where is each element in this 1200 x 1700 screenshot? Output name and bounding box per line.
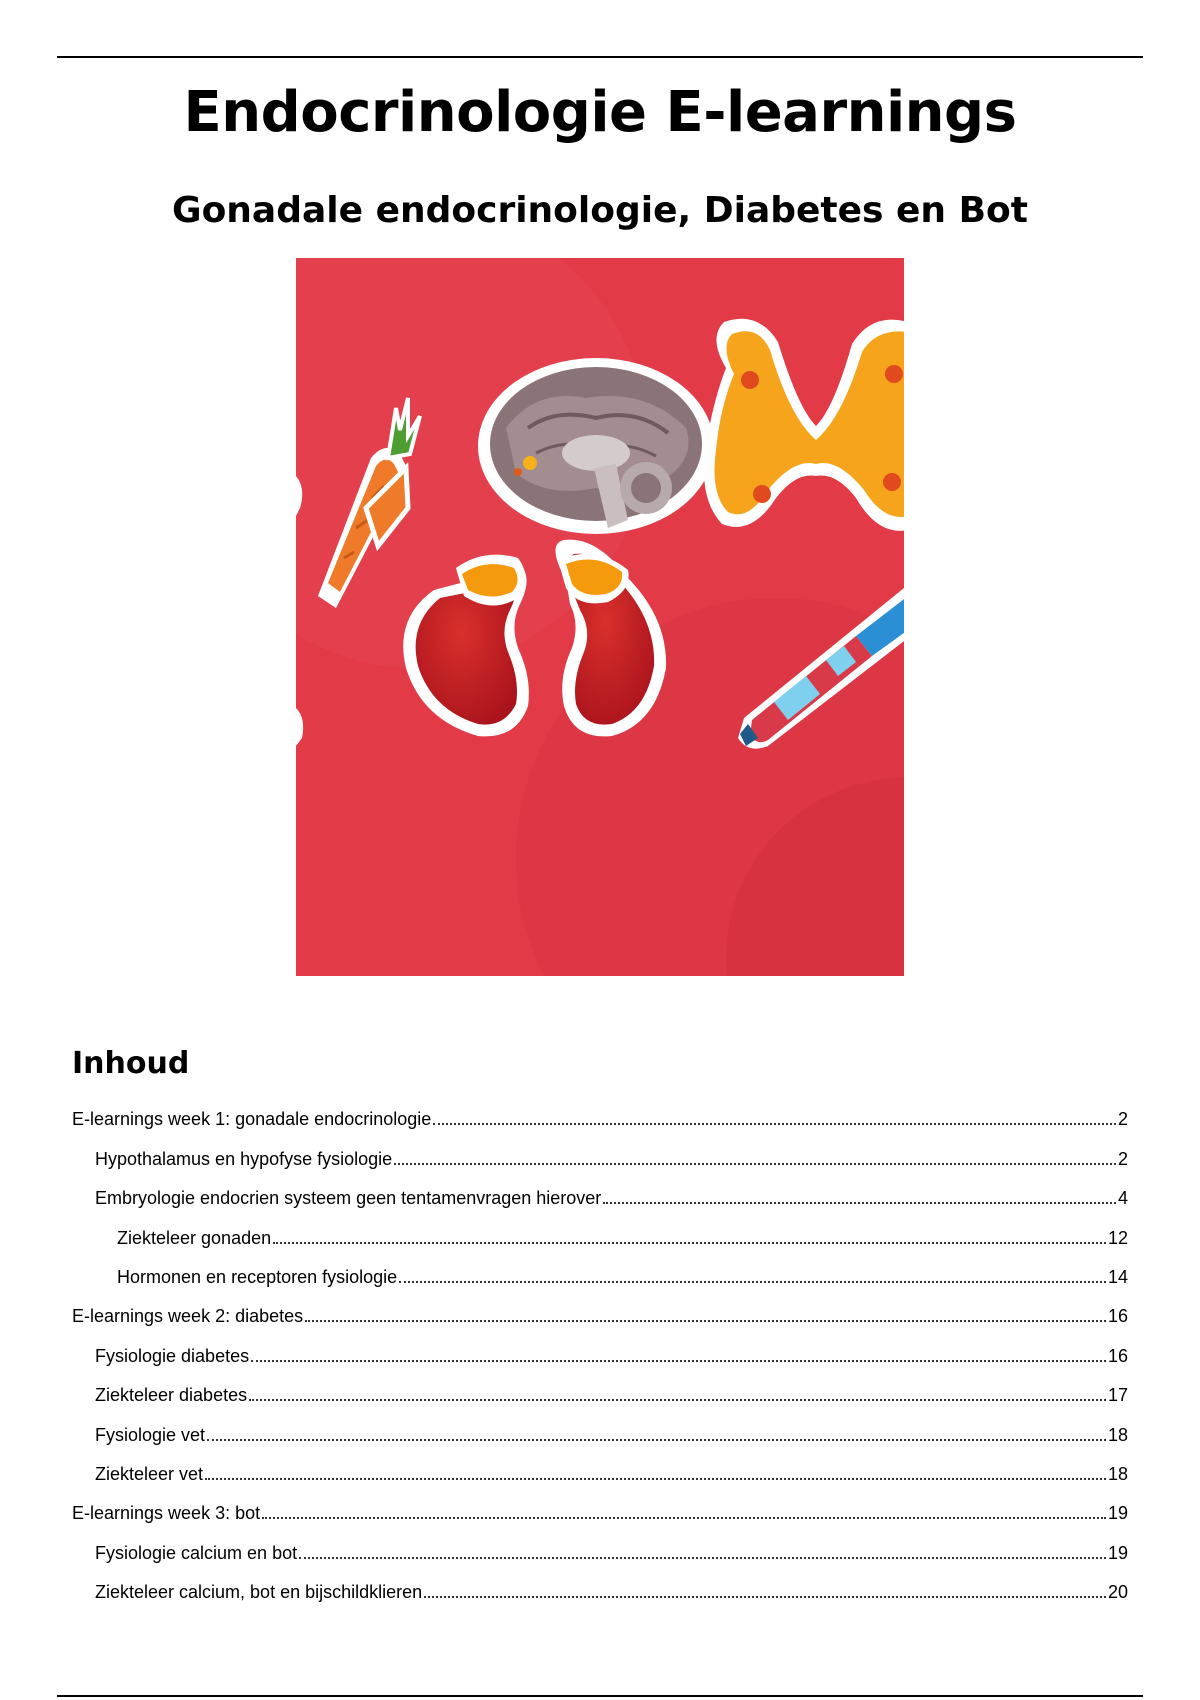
cover-image — [296, 258, 904, 976]
brain-icon — [478, 358, 714, 534]
toc-entry[interactable]: E-learnings week 2: diabetes 16 — [72, 1306, 1128, 1327]
table-of-contents — [72, 1094, 1128, 1606]
toc-heading: Inhoud — [72, 1046, 190, 1081]
toc-entry[interactable]: E-learnings week 3: bot 19 — [72, 1503, 1128, 1524]
toc-entry[interactable]: Hypothalamus en hypofyse fysiologie 2 — [95, 1148, 1128, 1169]
document-subtitle: Gonadale endocrinologie, Diabetes en Bot — [172, 190, 1028, 231]
top-rule — [57, 56, 1143, 58]
toc-entry[interactable]: Ziekteleer diabetes 17 — [95, 1385, 1128, 1406]
toc-entry[interactable]: Fysiologie calcium en bot 19 — [95, 1542, 1128, 1563]
toc-entry[interactable]: Ziekteleer gonaden 12 — [117, 1227, 1128, 1248]
toc-entry[interactable]: Embryologie endocrien systeem geen tentamenvragen hierover 4 — [95, 1188, 1128, 1209]
toc-entry[interactable]: Hormonen en receptoren fysiologie 14 — [117, 1266, 1128, 1287]
toc-entry[interactable]: Ziekteleer vet 18 — [95, 1463, 1128, 1484]
toc-entry[interactable]: Ziekteleer calcium, bot en bijschildklieren 20 — [95, 1582, 1128, 1603]
document-title: Endocrinologie E-learnings — [183, 80, 1017, 145]
bottom-rule — [57, 1695, 1143, 1697]
toc-entry[interactable]: Fysiologie vet 18 — [95, 1424, 1128, 1445]
toc-entry[interactable]: Fysiologie diabetes 16 — [95, 1345, 1128, 1366]
toc-entry[interactable]: E-learnings week 1: gonadale endocrinologie 2 — [72, 1109, 1128, 1130]
